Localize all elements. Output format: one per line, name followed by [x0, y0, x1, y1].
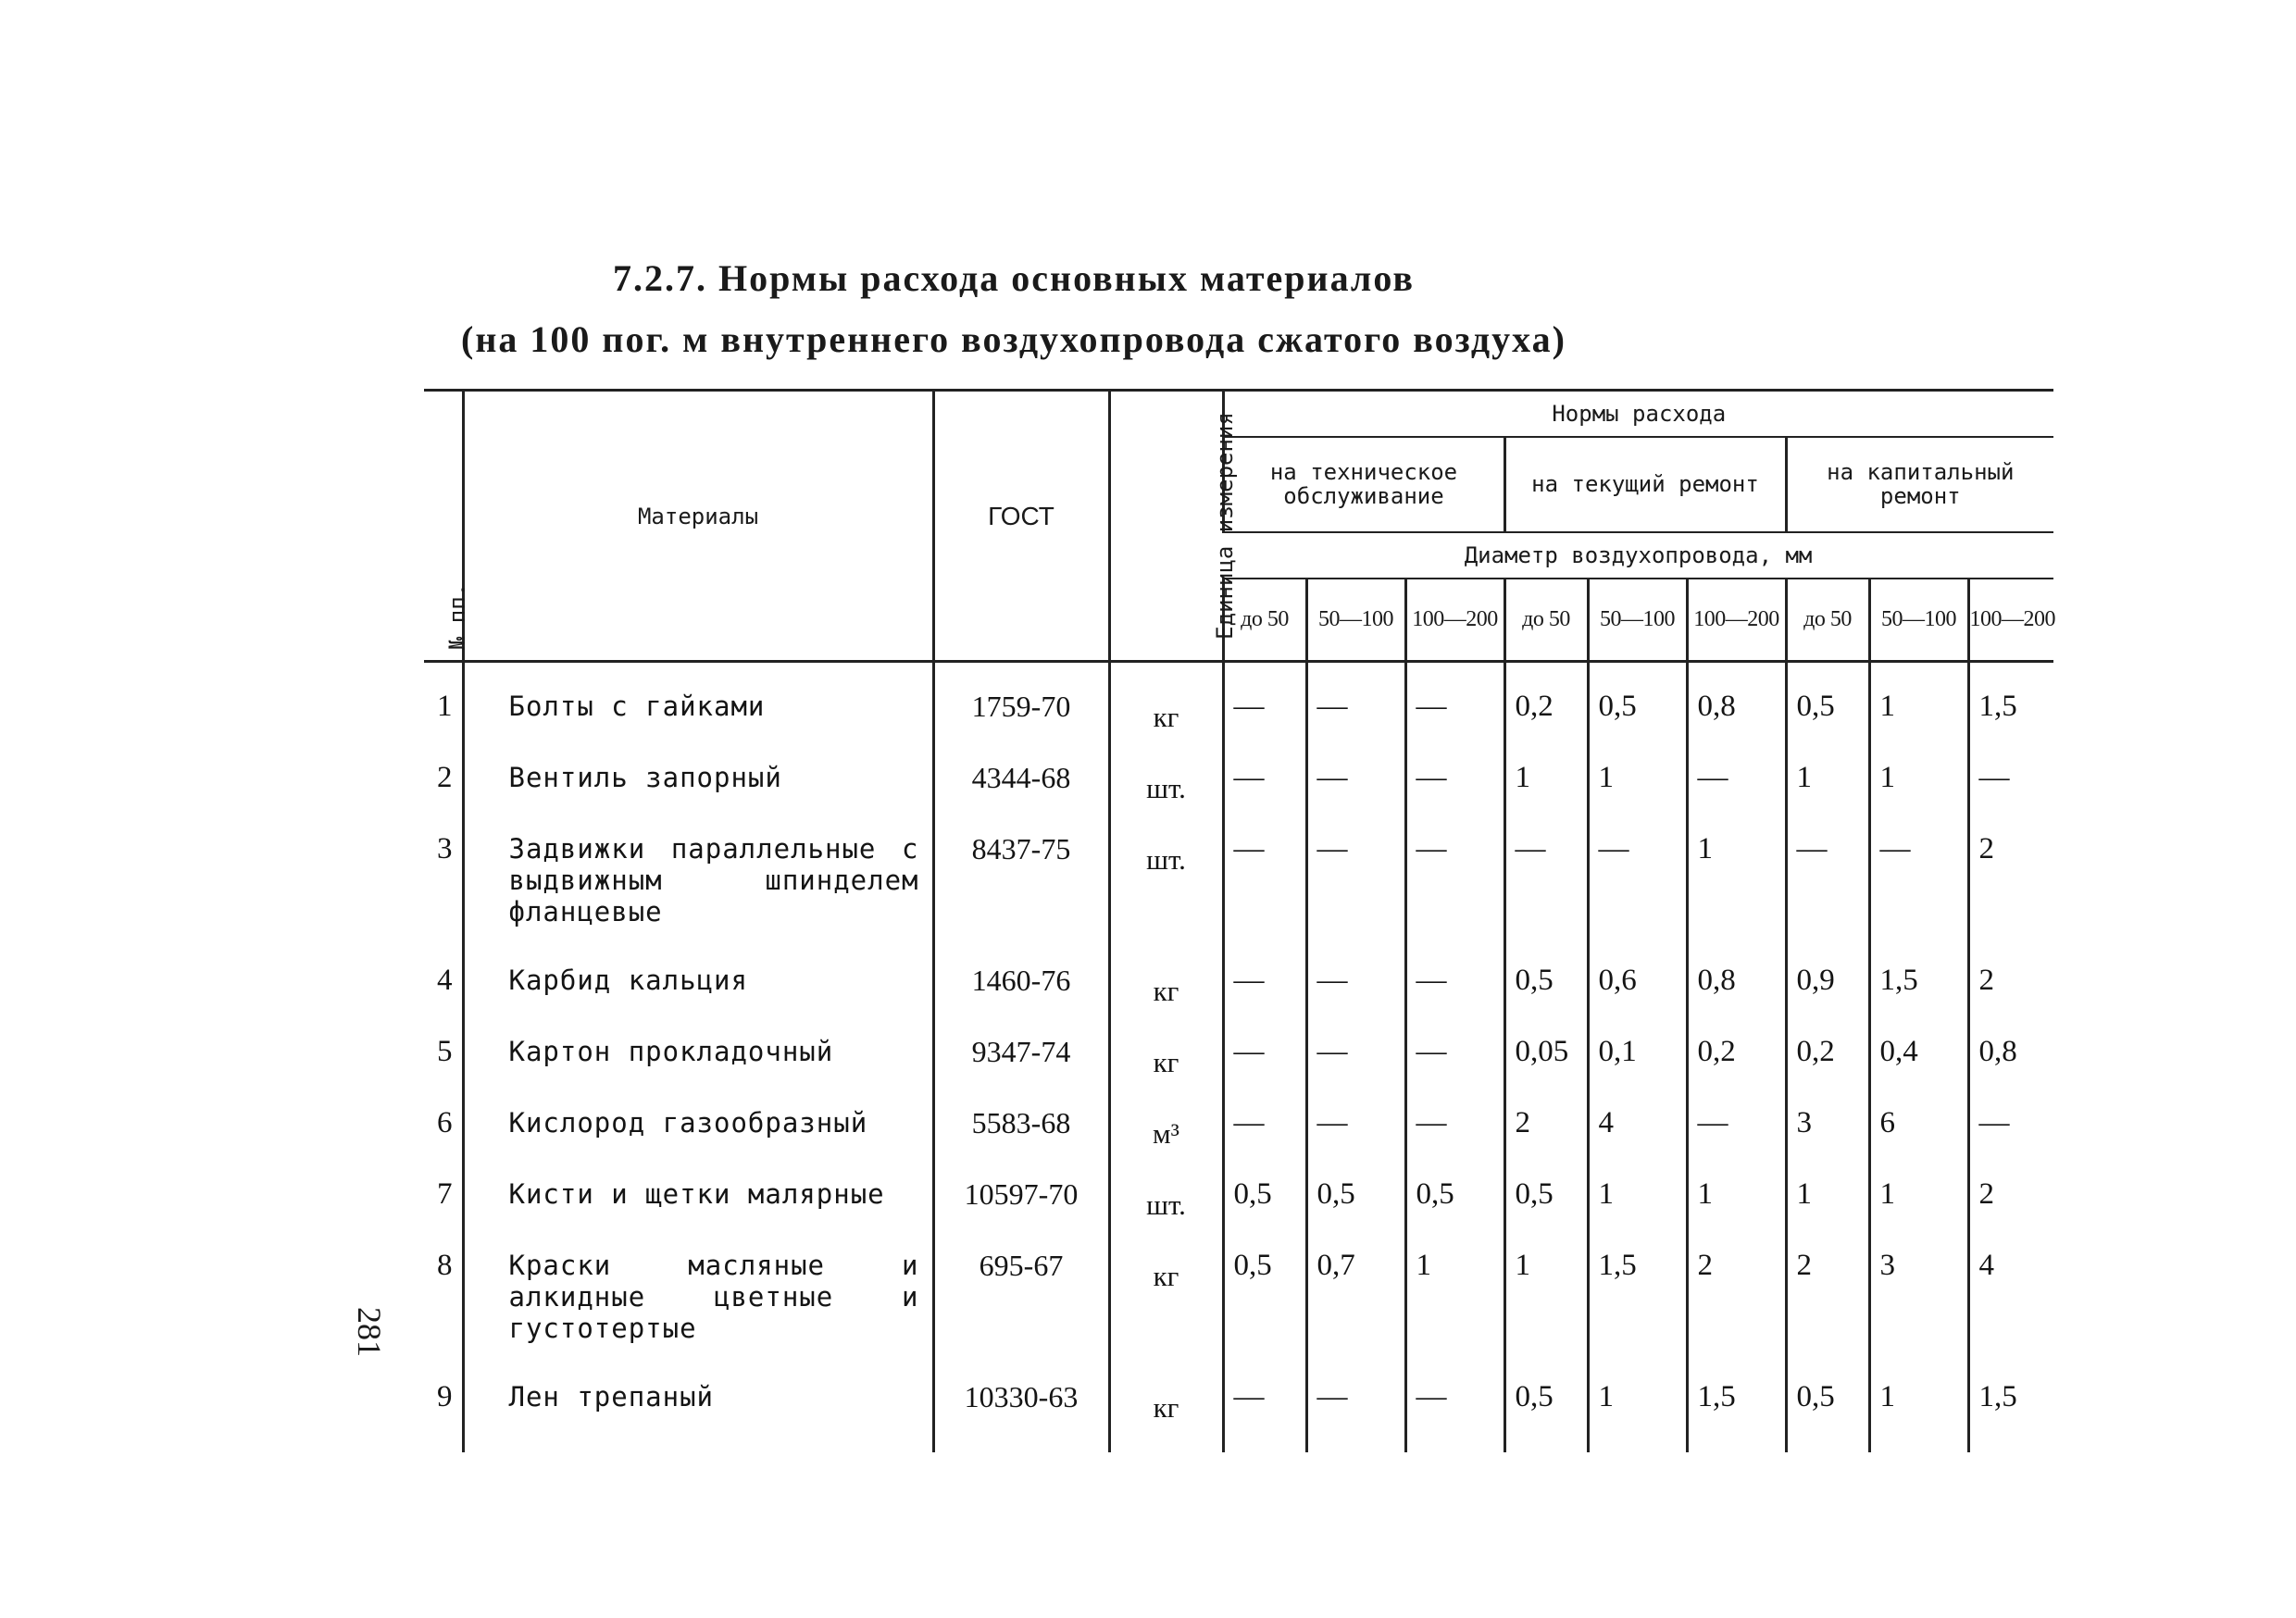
- norm-value: 1: [1786, 762, 1869, 833]
- norm-value: 2: [1687, 1250, 1786, 1381]
- table-row: [424, 662, 2053, 763]
- gost-code: 10597-70: [933, 1178, 1109, 1250]
- table-row: [424, 1178, 2053, 1250]
- page-number: 281: [351, 1307, 388, 1357]
- norm-value: 2: [1786, 1250, 1869, 1381]
- row-number: 6: [437, 1106, 453, 1139]
- table-row: [424, 1107, 2053, 1178]
- col-header-unit: Единица измерения: [1109, 391, 1223, 662]
- material-name: Кислород газообразный: [463, 1107, 933, 1178]
- unit: кг: [1109, 662, 1223, 763]
- unit: шт.: [1109, 1178, 1223, 1250]
- table-row: [424, 762, 2053, 833]
- range-header: до 50: [1504, 579, 1588, 662]
- norm-value: —: [1405, 1107, 1504, 1178]
- material-name: Кисти и щетки малярные: [463, 1178, 933, 1250]
- range-header: до 50: [1223, 579, 1306, 662]
- norm-value: 0,6: [1588, 965, 1687, 1036]
- range-header: 50—100: [1306, 579, 1405, 662]
- unit: кг: [1109, 1250, 1223, 1381]
- norm-value: —: [1405, 762, 1504, 833]
- gost-code: 9347-74: [933, 1036, 1109, 1107]
- range-header: 50—100: [1869, 579, 1968, 662]
- norm-value: 0,5: [1786, 662, 1869, 763]
- col-header-gost: ГОСТ: [933, 391, 1109, 662]
- norm-value: 1: [1504, 1250, 1588, 1381]
- norm-value: 0,1: [1588, 1036, 1687, 1107]
- norm-value: 4: [1588, 1107, 1687, 1178]
- gost-code: 1759-70: [933, 662, 1109, 763]
- norm-value: 4: [1968, 1250, 2053, 1381]
- norm-value: 0,5: [1504, 1178, 1588, 1250]
- norm-value: —: [1223, 762, 1306, 833]
- norm-value: 1: [1869, 762, 1968, 833]
- norm-value: —: [1306, 833, 1405, 965]
- norm-value: 2: [1968, 833, 2053, 965]
- norm-value: 0,9: [1786, 965, 1869, 1036]
- norm-value: —: [1306, 965, 1405, 1036]
- norm-value: 0,8: [1687, 662, 1786, 763]
- norm-value: 1: [1869, 662, 1968, 763]
- norm-value: 0,7: [1306, 1250, 1405, 1381]
- norm-value: 1,5: [1588, 1250, 1687, 1381]
- norm-value: 2: [1504, 1107, 1588, 1178]
- material-name: Картон прокладочный: [463, 1036, 933, 1107]
- col-header-norms: Нормы расхода: [1223, 391, 2053, 437]
- norm-value: 0,5: [1306, 1178, 1405, 1250]
- norm-value: —: [1968, 1107, 2053, 1178]
- unit: кг: [1109, 965, 1223, 1036]
- material-name: Задвижки параллельные с выдвижным шпинделем фланцевые: [463, 833, 933, 965]
- norm-value: 1: [1869, 1381, 1968, 1452]
- norm-value: 2: [1968, 965, 2053, 1036]
- group-maintenance: на техническое обслуживание: [1223, 437, 1504, 532]
- norm-value: 0,2: [1786, 1036, 1869, 1107]
- norm-value: 0,8: [1687, 965, 1786, 1036]
- material-name: Болты с гайками: [463, 662, 933, 763]
- norm-value: —: [1588, 833, 1687, 965]
- table-row: [424, 833, 2053, 965]
- table-header: [424, 391, 2053, 662]
- norm-value: 1: [1588, 1178, 1687, 1250]
- norm-value: 1: [1786, 1178, 1869, 1250]
- title-line-1: 7.2.7. Нормы расхода основных материалов: [613, 257, 1415, 299]
- table-row: [424, 1381, 2053, 1452]
- norm-value: —: [1306, 1036, 1405, 1107]
- norm-value: —: [1223, 1036, 1306, 1107]
- gost-code: 4344-68: [933, 762, 1109, 833]
- norm-value: 0,5: [1223, 1178, 1306, 1250]
- norms-table: [424, 389, 2053, 1452]
- norm-value: —: [1405, 833, 1504, 965]
- material-name: Лен трепаный: [463, 1381, 933, 1452]
- norm-value: —: [1968, 762, 2053, 833]
- col-header-materials: Материалы: [463, 391, 933, 662]
- range-header: 100—200: [1968, 579, 2053, 662]
- norm-value: —: [1306, 1381, 1405, 1452]
- gost-code: 5583-68: [933, 1107, 1109, 1178]
- range-header: 50—100: [1588, 579, 1687, 662]
- row-number: 3: [437, 832, 453, 865]
- table-row: [424, 965, 2053, 1036]
- norm-value: —: [1405, 965, 1504, 1036]
- norm-value: 0,5: [1504, 1381, 1588, 1452]
- norm-value: 0,4: [1869, 1036, 1968, 1107]
- norm-value: —: [1869, 833, 1968, 965]
- material-name: Карбид кальция: [463, 965, 933, 1036]
- unit: м³: [1109, 1107, 1223, 1178]
- norm-value: —: [1786, 833, 1869, 965]
- norm-value: 0,2: [1504, 662, 1588, 763]
- norm-value: 0,05: [1504, 1036, 1588, 1107]
- norm-value: —: [1405, 1381, 1504, 1452]
- norm-value: 0,5: [1223, 1250, 1306, 1381]
- gost-code: 10330-63: [933, 1381, 1109, 1452]
- norm-value: 0,5: [1504, 965, 1588, 1036]
- norm-value: 1: [1504, 762, 1588, 833]
- table-body: [424, 662, 2053, 1453]
- norm-value: 1,5: [1968, 1381, 2053, 1452]
- norm-value: 1: [1588, 1381, 1687, 1452]
- table-row: [424, 1036, 2053, 1107]
- norm-value: —: [1306, 662, 1405, 763]
- norm-value: 6: [1869, 1107, 1968, 1178]
- row-number: 5: [437, 1035, 453, 1068]
- norm-value: 1: [1405, 1250, 1504, 1381]
- norm-value: —: [1306, 1107, 1405, 1178]
- group-capital-repair: на капитальный ремонт: [1786, 437, 2053, 532]
- row-number: 7: [437, 1177, 453, 1211]
- unit: кг: [1109, 1036, 1223, 1107]
- norm-value: —: [1223, 965, 1306, 1036]
- gost-code: 695-67: [933, 1250, 1109, 1381]
- norm-value: 0,5: [1786, 1381, 1869, 1452]
- norm-value: 1: [1687, 1178, 1786, 1250]
- norm-value: —: [1223, 1381, 1306, 1452]
- norm-value: 3: [1869, 1250, 1968, 1381]
- norm-value: —: [1223, 833, 1306, 965]
- norm-value: —: [1405, 1036, 1504, 1107]
- norm-value: —: [1405, 662, 1504, 763]
- row-number: 4: [437, 964, 453, 997]
- norm-value: 1: [1588, 762, 1687, 833]
- norm-value: 0,5: [1405, 1178, 1504, 1250]
- title-line-2: (на 100 пог. м внутреннего воздухопровода сжатого воздуха): [461, 318, 1566, 360]
- norm-value: —: [1306, 762, 1405, 833]
- norm-value: —: [1504, 833, 1588, 965]
- norm-value: —: [1223, 1107, 1306, 1178]
- norm-value: 1: [1869, 1178, 1968, 1250]
- norm-value: —: [1687, 1107, 1786, 1178]
- norm-value: 0,8: [1968, 1036, 2053, 1107]
- gost-code: 8437-75: [933, 833, 1109, 965]
- norm-value: 0,2: [1687, 1036, 1786, 1107]
- norm-value: 1: [1687, 833, 1786, 965]
- row-number: 1: [424, 662, 463, 763]
- norm-value: 1,5: [1968, 662, 2053, 763]
- col-header-diameter: Диаметр воздухопровода, мм: [1223, 532, 2053, 579]
- unit: шт.: [1109, 762, 1223, 833]
- row-number: 8: [437, 1249, 453, 1282]
- row-number: 2: [437, 761, 453, 794]
- gost-code: 1460-76: [933, 965, 1109, 1036]
- unit: шт.: [1109, 833, 1223, 965]
- unit: кг: [1109, 1381, 1223, 1452]
- norm-value: 1,5: [1869, 965, 1968, 1036]
- table-title: [0, 248, 2028, 370]
- material-name: Вентиль запорный: [463, 762, 933, 833]
- norm-value: 0,5: [1588, 662, 1687, 763]
- norm-value: 3: [1786, 1107, 1869, 1178]
- table-row: [424, 1250, 2053, 1381]
- range-header: 100—200: [1687, 579, 1786, 662]
- row-number: 9: [437, 1380, 453, 1413]
- norm-value: 2: [1968, 1178, 2053, 1250]
- material-name: Краски масляные и алкидные цветные и густотертые: [463, 1250, 933, 1381]
- col-header-num: № пп.: [424, 391, 463, 662]
- norm-value: —: [1223, 662, 1306, 763]
- group-current-repair: на текущий ремонт: [1504, 437, 1786, 532]
- norm-value: —: [1687, 762, 1786, 833]
- range-header: до 50: [1786, 579, 1869, 662]
- range-header: 100—200: [1405, 579, 1504, 662]
- norm-value: 1,5: [1687, 1381, 1786, 1452]
